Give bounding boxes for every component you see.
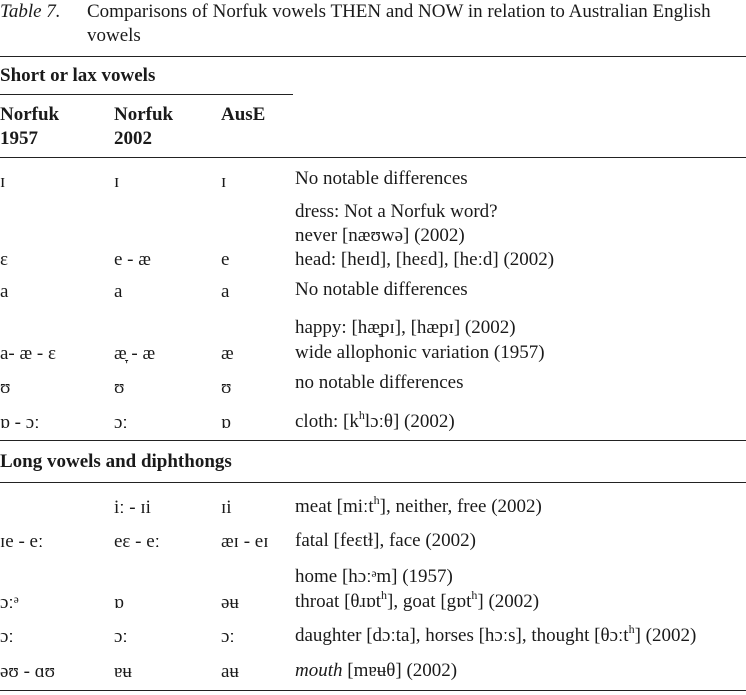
- section-heading-short: Short or lax vowels: [0, 65, 156, 86]
- section-heading-long: Long vowels and diphthongs: [0, 451, 232, 472]
- long-row3-note-sup1: h: [381, 587, 388, 602]
- short-row2-note-line1: dress: Not a Norfuk word?: [295, 201, 498, 222]
- short-row4-norfuk2002: æ̞ - æ: [114, 343, 156, 364]
- long-row3-note-line2: [295, 587, 540, 614]
- long-row4-note: [295, 621, 697, 648]
- short-row1-norfuk1957: ɪ: [0, 171, 6, 192]
- long-row2-note: fatal [feɛtɫ], face (2002): [295, 530, 476, 551]
- short-row3-ause: a: [221, 281, 230, 302]
- header-norfuk-2002-line2: 2002: [114, 128, 152, 149]
- long-section-top-rule: [0, 440, 746, 441]
- short-row1-ause: ɪ: [221, 171, 227, 192]
- short-row6-ause: ɒ: [221, 412, 231, 433]
- short-row4-note-line1: happy: [hæ̞pɪ], [hæpɪ] (2002): [295, 317, 516, 338]
- short-row4-ause: æ: [221, 343, 234, 364]
- long-row4-norfuk1957: ɔː: [0, 626, 14, 647]
- long-row4-ause: ɔː: [221, 626, 235, 647]
- long-row5-note-italic: mouth: [295, 660, 343, 681]
- short-row6-norfuk1957: ɒ - ɔː: [0, 412, 40, 433]
- long-row4-note-sup: h: [628, 621, 635, 636]
- short-row6-norfuk2002: ɔː: [114, 412, 128, 433]
- long-row3-note-part3: ] (2002): [477, 591, 540, 612]
- long-row4-note-part2: ] (2002): [634, 625, 697, 646]
- long-row2-norfuk2002: eɛ - eː: [114, 531, 160, 552]
- header-norfuk-1957-line1: Norfuk: [0, 104, 60, 125]
- short-row6-note-part2: lɔːθ] (2002): [364, 411, 455, 432]
- header-norfuk-1957-line2: 1957: [0, 128, 38, 149]
- short-row2-norfuk1957: ɛ: [0, 249, 8, 270]
- long-row3-note-sup2: h: [471, 587, 478, 602]
- long-row3-note-part2: ], goat [gɒt: [387, 591, 472, 612]
- short-row2-ause: e: [221, 249, 230, 270]
- long-row1-note-part1: meat [miːt: [295, 496, 374, 517]
- short-row2-note-line2: never [næʊwə] (2002): [295, 225, 465, 246]
- top-rule: [0, 56, 746, 57]
- long-section-heading-rule: [0, 482, 746, 483]
- table-caption-label: Table 7.: [0, 1, 61, 22]
- long-row5-note-rest: [mɐʉθ] (2002): [342, 660, 458, 681]
- long-row5-note: [295, 659, 457, 683]
- short-row2-norfuk2002: e - æ: [114, 249, 151, 270]
- long-row5-ause: aʉ: [221, 661, 239, 682]
- long-row3-norfuk2002: ɒ: [114, 592, 124, 613]
- short-row4-norfuk1957: a- æ - ɛ: [0, 343, 56, 364]
- short-row6-note-part1: cloth: [k: [295, 411, 359, 432]
- long-row2-ause: æɪ - eɪ: [221, 531, 269, 552]
- long-row3-note-line1: home [hɔːᵊm] (1957): [295, 566, 453, 587]
- short-row3-note: No notable differences: [295, 279, 468, 300]
- short-row3-norfuk2002: a: [114, 281, 123, 302]
- short-row6-note: [295, 407, 455, 434]
- long-row4-norfuk2002: ɔː: [114, 626, 128, 647]
- short-row5-note: no notable differences: [295, 372, 464, 393]
- long-row1-norfuk2002: iː - ɪi: [114, 497, 151, 518]
- short-row1-note: No notable differences: [295, 168, 468, 189]
- table-caption-text: Comparisons of Norfuk vowels THEN and NOW in relation to Australian English vowels: [87, 1, 711, 46]
- long-row5-norfuk2002: ɐʉ: [114, 661, 132, 682]
- long-row4-note-part1: daughter [dɔːta], horses [hɔːs], thought [θɔːt: [295, 625, 629, 646]
- short-row6-note-sup: h: [358, 407, 365, 422]
- short-row4-note-line2: wide allophonic variation (1957): [295, 342, 545, 363]
- header-ause: AusE: [221, 104, 266, 125]
- short-row5-ause: ʊ: [221, 377, 232, 398]
- bottom-rule: [0, 690, 746, 691]
- short-row3-norfuk1957: a: [0, 281, 9, 302]
- short-row2-note-line3: head: [heɪd], [heɛd], [heːd] (2002): [295, 249, 555, 270]
- long-row1-note-part2: ], neither, free (2002): [379, 496, 542, 517]
- header-bottom-rule: [0, 157, 746, 158]
- short-row5-norfuk1957: ʊ: [0, 377, 11, 398]
- long-row3-ause: əʉ: [221, 592, 239, 613]
- long-row3-note-part1: throat [θɹɒt: [295, 591, 382, 612]
- long-row2-norfuk1957: ɪe - eː: [0, 531, 44, 552]
- long-row1-ause: ɪi: [221, 497, 232, 518]
- long-row5-norfuk1957: əʊ - ɑʊ: [0, 661, 56, 682]
- long-row1-note-sup: h: [373, 492, 380, 507]
- long-row1-note: [295, 492, 542, 519]
- section-short-rule: [0, 94, 293, 95]
- short-row5-norfuk2002: ʊ: [114, 377, 125, 398]
- header-norfuk-2002-line1: Norfuk: [114, 104, 174, 125]
- short-row1-norfuk2002: ɪ: [114, 171, 120, 192]
- long-row3-norfuk1957: ɔːᵊ: [0, 592, 19, 613]
